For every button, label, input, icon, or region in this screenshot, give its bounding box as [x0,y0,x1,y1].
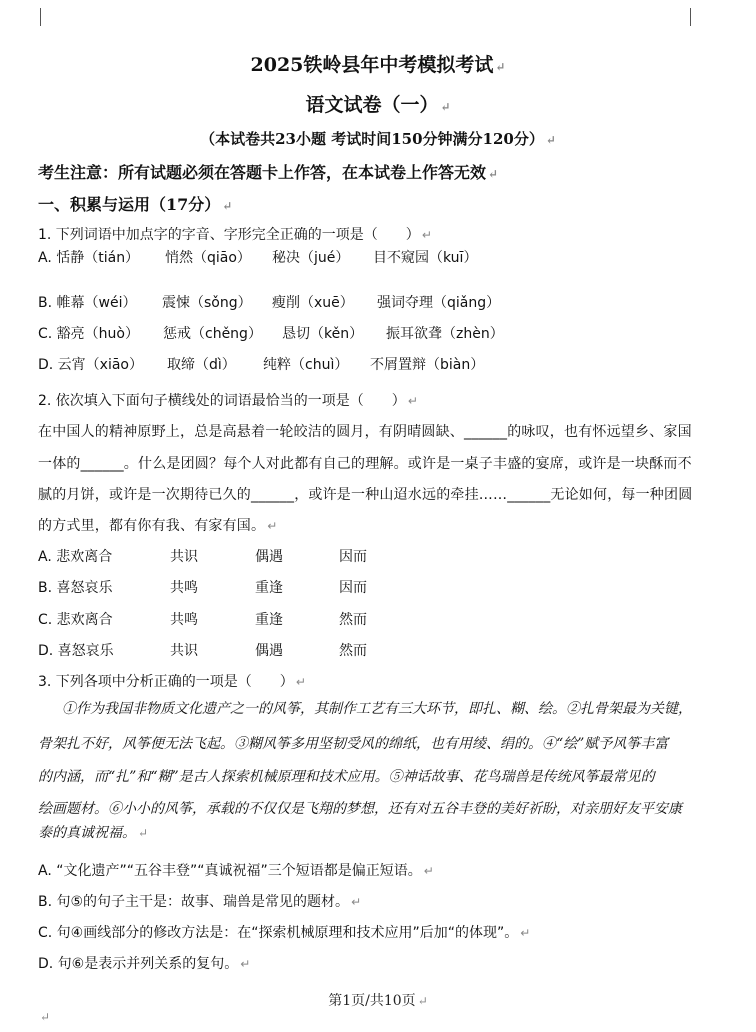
q3-passage-line: 的内涵，而“扎”和“糊”是古人探索机械原理和技术应用。⑤神话故事、花鸟瑞兽是传统风筝最常见的 [38,769,655,785]
q2-passage-line: 一体的______。什么是团圆？每个人对此都有自己的理解。或许是一桌子丰盛的宴席，或许是一块酥而不 [38,456,692,472]
q3-option-d: D. 句⑥是表示并列关系的复句。 ↵ [38,956,251,972]
q2-passage-line: 的方式里，都有你有我、有家有国。 ↵ [38,518,278,534]
page-footer: 第1页/共10页 ↵ [328,993,428,1009]
q2-passage-line: 在中国人的精神原野上，总是高悬着一轮皎洁的圆月，有阴晴圆缺、______的咏叹，也有怀远望乡、家国 [38,424,692,440]
q1-stem: 1. 下列词语中加点字的字音、字形完全正确的一项是（ ） ↵ [38,227,432,243]
paragraph-mark: ↵ [40,1010,51,1024]
exam-info: （本试卷共23小题 考试时间150分钟满分120分） ↵ [200,130,556,148]
q3-option-b: B. 句⑤的句子主干是：故事、瑞兽是常见的题材。 ↵ [38,894,362,910]
exam-title: 2025铁岭县年中考模拟考试 ↵ [250,54,506,76]
q3-passage-line: 骨架扎不好，风筝便无法飞起。③糊风筝多用坚韧受风的绵纸，也有用绫、绢的。④“绘”赋予风筝丰富 [38,736,669,752]
q2-passage-line: 腻的月饼，或许是一次期待已久的______，或许是一种山迢水远的牵挂……______无论如何，每一种团圆 [38,487,693,503]
q3-passage-line: 泰的真诚祝福。 ↵ [38,825,149,841]
q3-passage-line: 绘画题材。⑥小小的风筝，承载的不仅仅是飞翔的梦想，还有对五谷丰登的美好祈盼，对亲朋好友平安康 [38,801,682,817]
section-heading: 一、积累与运用（17分） ↵ [38,195,233,214]
paper-subtitle: 语文试卷（一） ↵ [305,94,451,116]
q3-option-c: C. 句④画线部分的修改方法是：在“探索机械原理和技术应用”后加“的体现”。 ↵ [38,925,531,941]
crop-mark-right [690,8,691,26]
crop-mark-left [40,8,41,26]
candidate-notice: 考生注意：所有试题必须在答题卡上作答，在本试卷上作答无效 ↵ [38,163,499,182]
q3-passage-line: ①作为我国非物质文化遗产之一的风筝，其制作工艺有三大环节，即扎、糊、绘。②扎骨架最为关键， [62,701,692,717]
q3-stem: 3. 下列各项中分析正确的一项是（ ） ↵ [38,674,306,690]
q2-stem: 2. 依次填入下面句子横线处的词语最恰当的一项是（ ） ↵ [38,393,418,409]
q3-option-a: A. “文化遗产”“五谷丰登”“真诚祝福”三个短语都是偏正短语。 ↵ [38,863,434,879]
